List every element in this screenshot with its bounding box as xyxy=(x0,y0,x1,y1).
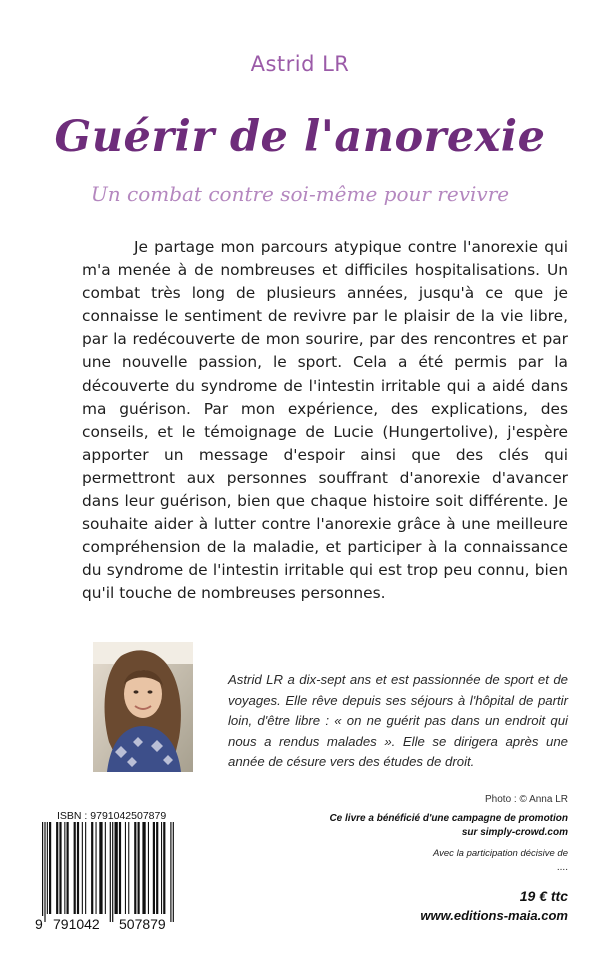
promotion-note xyxy=(288,812,568,840)
barcode-bar xyxy=(74,822,76,914)
barcode-bar xyxy=(173,822,174,922)
barcode-bar xyxy=(82,822,83,914)
barcode-bar xyxy=(44,822,45,922)
barcode-bar xyxy=(115,822,118,914)
author-name: Astrid LR xyxy=(250,52,350,76)
barcode-bar xyxy=(156,822,158,914)
photo-credit: Photo : © Anna LR xyxy=(485,794,568,805)
participation-note: Avec la participation décisive de xyxy=(432,848,568,859)
barcode-bar xyxy=(67,822,69,914)
barcode-bar xyxy=(153,822,155,914)
barcode-bar xyxy=(170,822,171,922)
author-portrait-image xyxy=(93,642,193,772)
blurb-text: Je partage mon parcours atypique contre l'anorexie qui m'a menée à de nombreuses et difficiles hospitalisations. Un combat très long de plusieurs années, jusqu'à ce que je connaisse le sentiment de revivre par le plaisir de la vie libre, par la redécouverte de mon sourire, par des rencontres et par une nouvelle passion, le sport. Cela a été permis par la découverte du syndrome de l'intestin irritable qui a aidé dans ma guérison. Par mon expérience, des explications, des conseils, et le témoignage de Lucie (Hungertolive), j'espère apporter un message d'espoir ainsi que des clés qui permettront aux personnes souffrant d'anorexie d'avancer dans leur guérison, bien que chaque histoire soit différente. Je souhaite aider à lutter contre l'anorexie grâce à une meilleure compréhension de la maladie, et participer à la connaissance du syndrome de l'intestin irritable qui est trop peu connu, bien qu'il touche de nombreuses personnes. xyxy=(82,238,568,603)
barcode-bar xyxy=(91,822,93,914)
barcode-bar xyxy=(77,822,79,914)
barcode-bar xyxy=(42,822,43,922)
barcode-bar xyxy=(138,822,140,914)
barcode-bar xyxy=(56,822,58,914)
barcode-digits-group1: 791042 xyxy=(53,916,100,932)
barcode-bar xyxy=(112,822,113,922)
barcode-bar xyxy=(119,822,121,914)
promotion-line-2: sur simply-crowd.com xyxy=(461,827,568,838)
barcode-bar xyxy=(125,822,126,914)
participation-placeholder: .... xyxy=(556,862,568,873)
barcode-digits-group2: 507879 xyxy=(119,916,166,932)
book-title: Guérir de l'anorexie xyxy=(54,112,546,162)
barcode-digit-first: 9 xyxy=(35,916,43,932)
barcode-bar xyxy=(59,822,61,914)
barcode-bar xyxy=(49,822,51,914)
price: 19 € ttc xyxy=(519,888,568,904)
barcode-bar xyxy=(110,822,111,922)
promotion-line-1: Ce livre a bénéficié d'une campagne de promotion xyxy=(329,813,568,824)
barcode-bar xyxy=(96,822,97,914)
publisher-website: www.editions-maia.com xyxy=(420,908,568,923)
barcode-bar xyxy=(99,822,102,914)
author-bio: Astrid LR a dix-sept ans et est passionnée de sport et de voyages. Elle rêve depuis ses séjours à l'hôpital de partir loin, d'être libre : « on ne guérit pas dans un endroit qui nous a rendus malades ». Elle se dirigera après une année de césure vers des études de droit. xyxy=(228,672,568,769)
author-photo xyxy=(93,642,193,772)
barcode-bar xyxy=(85,822,86,914)
book-subtitle: Un combat contre soi-même pour revivre xyxy=(90,182,510,206)
barcode-bar xyxy=(163,822,165,914)
barcode-bar xyxy=(134,822,136,914)
barcode-bar xyxy=(128,822,129,914)
back-cover-blurb xyxy=(82,236,568,606)
barcode-bar xyxy=(105,822,106,914)
barcode-bar xyxy=(64,822,65,914)
isbn-label: ISBN : 9791042507879 xyxy=(57,810,167,822)
barcode-bars xyxy=(36,822,181,922)
barcode-bar xyxy=(47,822,48,914)
barcode-bar xyxy=(148,822,149,914)
barcode-bar xyxy=(142,822,145,914)
barcode-bar xyxy=(161,822,162,914)
